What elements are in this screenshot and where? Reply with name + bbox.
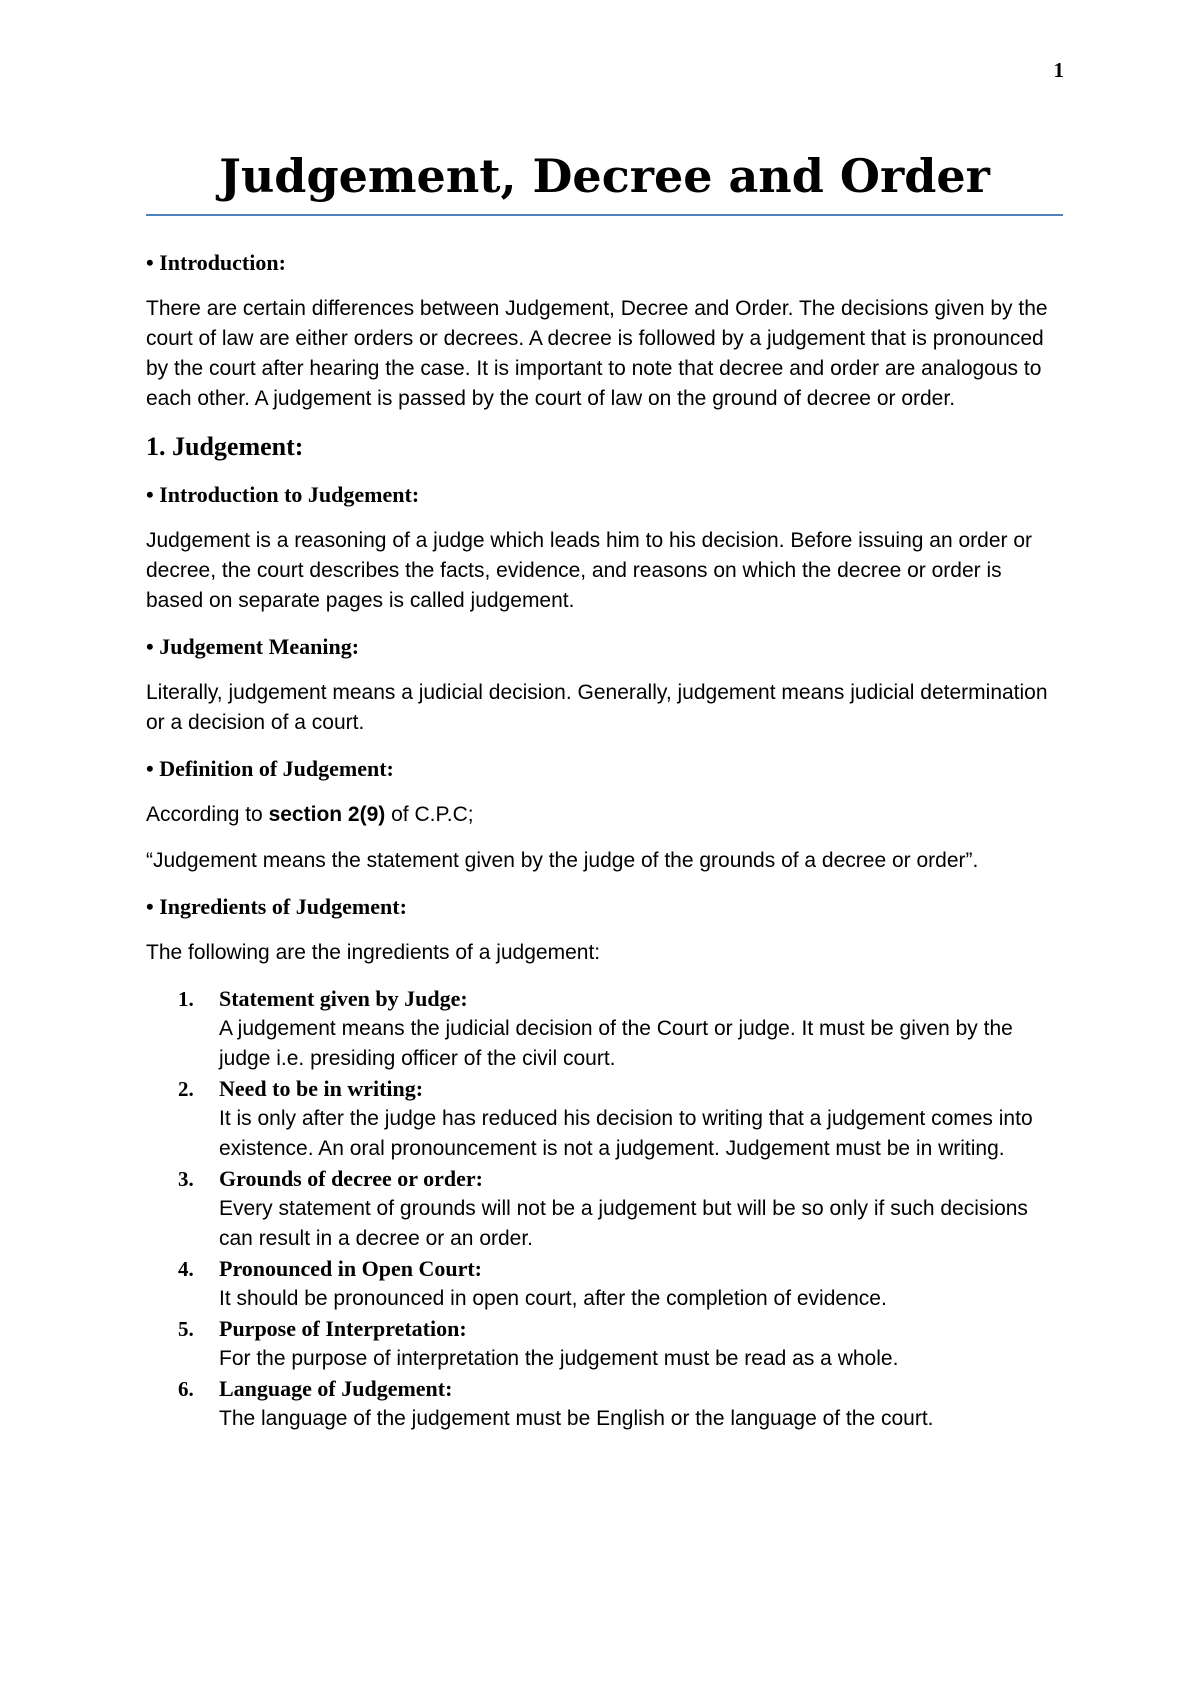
judgement-meaning-heading: • Judgement Meaning:	[146, 634, 360, 659]
definition-heading: • Definition of Judgement:	[146, 756, 394, 781]
ingredients-heading: • Ingredients of Judgement:	[146, 894, 407, 919]
page-number: 1	[1053, 58, 1064, 82]
list-item-text: Every statement of grounds will not be a judgement but will be so only if such decisions can result in a decree or an order.	[219, 1197, 1028, 1250]
ingredients-intro: The following are the ingredients of a judgement:	[146, 941, 601, 964]
intro-heading: • Introduction:	[146, 250, 286, 275]
definition-reference	[146, 800, 1063, 830]
judgement-meaning-paragraph: Literally, judgement means a judicial decision. Generally, judgement means judicial determination or a decision of a court.	[146, 681, 1048, 734]
list-item	[146, 1074, 1063, 1164]
document-body	[146, 248, 1063, 1434]
section-judgement-heading: 1. Judgement:	[146, 432, 304, 461]
definition-prefix: According to	[146, 803, 269, 826]
definition-suffix: of C.P.C;	[385, 803, 474, 826]
title-underline	[146, 214, 1063, 216]
list-item-text: It is only after the judge has reduced his decision to writing that a judgement comes into existence. An oral pronouncement is not a judgement. Judgement must be in writing.	[219, 1107, 1033, 1160]
list-item-title: Pronounced in Open Court:	[219, 1256, 483, 1281]
list-item-number: 4.	[178, 1257, 194, 1281]
list-item-text: The language of the judgement must be English or the language of the court.	[219, 1407, 934, 1430]
intro-paragraph: There are certain differences between Judgement, Decree and Order. The decisions given by the court of law are either orders or decrees. A decree is followed by a judgement that is pronounced by the court after hearing the case. It is important to note that decree and order are analogous to each other. A judgement is passed by the court of law on the ground of decree or order.	[146, 297, 1048, 410]
list-item-number: 5.	[178, 1317, 194, 1341]
ingredients-list	[146, 984, 1063, 1434]
list-item-number: 1.	[178, 987, 194, 1011]
list-item-title: Need to be in writing:	[219, 1076, 424, 1101]
intro-to-judgement-paragraph: Judgement is a reasoning of a judge which leads him to his decision. Before issuing an order or decree, the court describes the facts, evidence, and reasons on which the decree or order is based on separate pages is called judgement.	[146, 529, 1033, 612]
list-item	[146, 1254, 1063, 1314]
list-item-title: Grounds of decree or order:	[219, 1166, 483, 1191]
list-item-text: It should be pronounced in open court, after the completion of evidence.	[219, 1287, 887, 1310]
list-item-title: Language of Judgement:	[219, 1376, 453, 1401]
definition-quote: “Judgement means the statement given by the judge of the grounds of a decree or order”.	[146, 849, 979, 872]
definition-section-ref: section 2(9)	[268, 803, 386, 826]
intro-to-judgement-heading: • Introduction to Judgement:	[146, 482, 420, 507]
list-item-text: A judgement means the judicial decision of the Court or judge. It must be given by the judge i.e. presiding officer of the civil court.	[219, 1017, 1013, 1070]
list-item-number: 6.	[178, 1377, 194, 1401]
list-item-text: For the purpose of interpretation the judgement must be read as a whole.	[219, 1347, 899, 1370]
list-item-number: 3.	[178, 1167, 194, 1191]
document-title: Judgement, Decree and Order	[219, 149, 990, 203]
list-item-number: 2.	[178, 1077, 194, 1101]
list-item	[146, 1164, 1063, 1254]
list-item	[146, 1374, 1063, 1434]
list-item	[146, 984, 1063, 1074]
list-item-title: Purpose of Interpretation:	[219, 1316, 467, 1341]
list-item-title: Statement given by Judge:	[219, 986, 468, 1011]
list-item	[146, 1314, 1063, 1374]
